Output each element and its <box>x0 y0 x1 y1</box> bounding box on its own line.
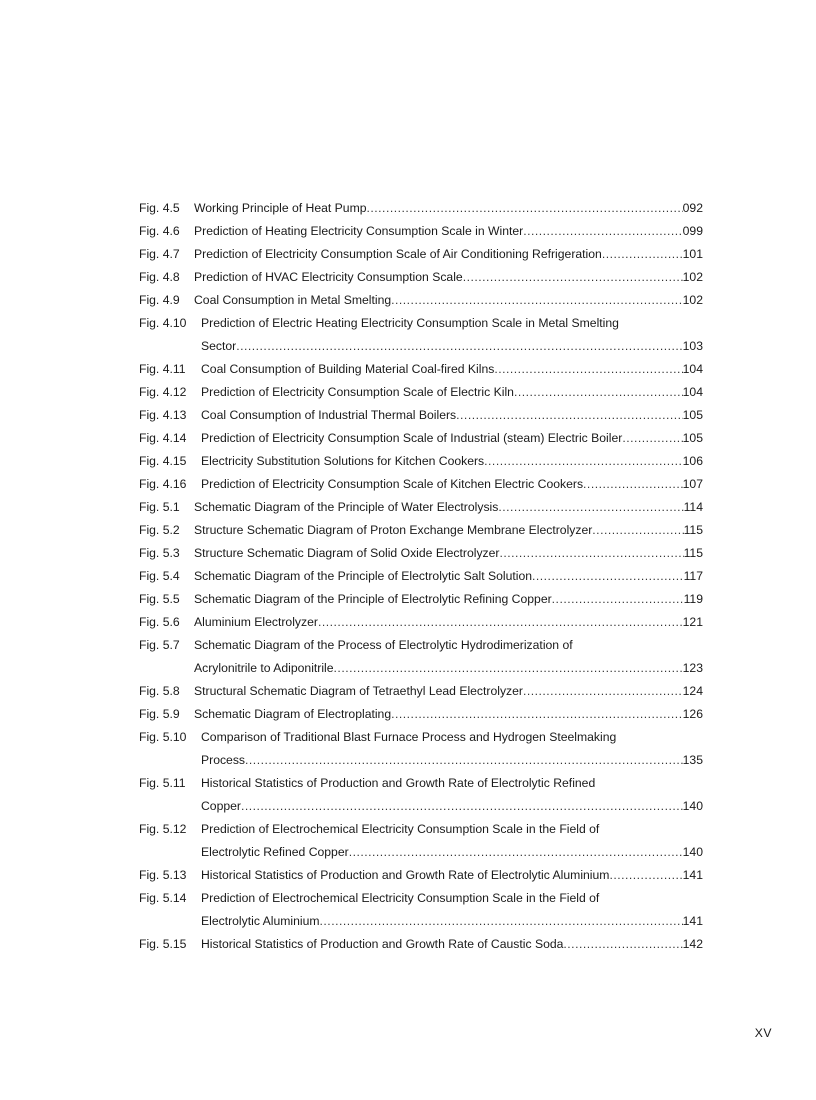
figure-number: Fig. 5.11 <box>139 776 186 790</box>
figure-number: Fig. 5.14 <box>139 891 187 905</box>
figure-title: Schematic Diagram of Electroplating <box>194 707 392 721</box>
dot-leader <box>498 496 683 519</box>
toc-entry[interactable] <box>139 358 703 381</box>
figure-number: Fig. 5.6 <box>139 615 180 629</box>
toc-line <box>139 588 703 611</box>
toc-entry[interactable] <box>139 450 703 473</box>
figure-title: Acrylonitrile to Adiponitrile <box>194 661 334 675</box>
figure-number: Fig. 4.10 <box>139 316 187 330</box>
figure-title: Coal Consumption in Metal Smelting <box>194 293 392 307</box>
toc-line <box>139 933 703 956</box>
toc-line <box>139 611 703 634</box>
toc-line <box>139 220 703 243</box>
dot-leader <box>514 381 683 404</box>
page-ref: 105 <box>682 408 703 422</box>
figure-number: Fig. 5.9 <box>139 707 180 721</box>
figure-title: Prediction of Electricity Consumption Scale of Industrial (steam) Electric Boiler <box>201 431 623 445</box>
toc-line <box>139 749 703 772</box>
page-ref: 103 <box>682 339 703 353</box>
toc-entry[interactable] <box>139 542 703 565</box>
dot-leader <box>484 450 683 473</box>
toc-line <box>139 703 703 726</box>
figure-number: Fig. 4.9 <box>139 293 180 307</box>
toc-line <box>139 864 703 887</box>
figure-number: Fig. 4.12 <box>139 385 187 399</box>
toc-entry[interactable] <box>139 427 703 450</box>
page-ref: 121 <box>682 615 703 629</box>
page-ref: 135 <box>682 753 703 767</box>
page-ref: 106 <box>682 454 703 468</box>
page-ref: 141 <box>682 868 703 882</box>
figure-title: Structure Schematic Diagram of Solid Oxide Electrolyzer <box>194 546 500 560</box>
list-of-figures <box>139 197 703 956</box>
figure-number: Fig. 4.11 <box>139 362 186 376</box>
toc-entry[interactable] <box>139 703 703 726</box>
figure-number: Fig. 5.4 <box>139 569 180 583</box>
toc-entry[interactable] <box>139 243 703 266</box>
dot-leader <box>602 243 683 266</box>
dot-leader <box>552 588 684 611</box>
page-ref: 126 <box>682 707 703 721</box>
toc-line <box>139 565 703 588</box>
toc-line <box>139 197 703 220</box>
toc-line <box>139 381 703 404</box>
dot-leader <box>349 841 683 864</box>
figure-title: Electrolytic Aluminium <box>201 914 320 928</box>
page-ref: 115 <box>683 523 703 537</box>
figure-title: Historical Statistics of Production and Growth Rate of Electrolytic Refined <box>201 776 596 790</box>
toc-line <box>139 289 703 312</box>
figure-title: Historical Statistics of Production and Growth Rate of Caustic Soda <box>201 937 564 951</box>
toc-entry[interactable] <box>139 312 703 358</box>
toc-entry[interactable] <box>139 933 703 956</box>
dot-leader <box>622 427 682 450</box>
dot-leader <box>523 680 683 703</box>
figure-number: Fig. 4.8 <box>139 270 180 284</box>
dot-leader <box>499 542 683 565</box>
page-ref: 101 <box>682 247 703 261</box>
figure-title: Process <box>201 753 246 767</box>
figure-title: Coal Consumption of Industrial Thermal Boilers <box>201 408 457 422</box>
figure-number: Fig. 4.5 <box>139 201 180 215</box>
toc-entry[interactable] <box>139 588 703 611</box>
toc-line <box>139 841 703 864</box>
dot-leader <box>494 358 682 381</box>
figure-number: Fig. 5.2 <box>139 523 180 537</box>
page-ref: 104 <box>682 362 703 376</box>
figure-number: Fig. 4.13 <box>139 408 187 422</box>
figure-number: Fig. 5.5 <box>139 592 180 606</box>
figure-title: Electricity Substitution Solutions for Kitchen Cookers <box>201 454 485 468</box>
dot-leader <box>367 197 683 220</box>
figure-title: Prediction of Electric Heating Electricity Consumption Scale in Metal Smelting <box>201 316 619 330</box>
toc-line <box>139 473 703 496</box>
page-ref: 115 <box>683 546 703 560</box>
toc-line <box>139 795 703 818</box>
toc-line <box>139 450 703 473</box>
figure-number: Fig. 4.15 <box>139 454 187 468</box>
dot-leader <box>456 404 683 427</box>
figure-number: Fig. 4.16 <box>139 477 187 491</box>
figure-number: Fig. 5.10 <box>139 730 187 744</box>
figure-title: Sector <box>201 339 237 353</box>
toc-line <box>139 358 703 381</box>
dot-leader <box>563 933 682 956</box>
figure-title: Aluminium Electrolyzer <box>194 615 318 629</box>
figure-title: Electrolytic Refined Copper <box>201 845 349 859</box>
toc-line <box>139 726 703 749</box>
toc-entry[interactable] <box>139 197 703 220</box>
page-ref: 099 <box>682 224 703 238</box>
toc-line <box>139 657 703 680</box>
toc-line <box>139 818 703 841</box>
toc-entry[interactable] <box>139 726 703 772</box>
page-number: XV <box>754 1026 772 1040</box>
toc-entry[interactable] <box>139 519 703 542</box>
toc-line <box>139 680 703 703</box>
toc-line <box>139 910 703 933</box>
figure-title: Copper <box>201 799 241 813</box>
toc-entry[interactable] <box>139 473 703 496</box>
figure-title: Prediction of Electricity Consumption Scale of Air Conditioning Refrigeration <box>194 247 602 261</box>
page-ref: 117 <box>683 569 703 583</box>
figure-title: Schematic Diagram of the Principle of Electrolytic Salt Solution <box>194 569 533 583</box>
dot-leader <box>391 703 683 726</box>
page-ref: 102 <box>682 270 703 284</box>
dot-leader <box>241 795 683 818</box>
toc-entry[interactable] <box>139 611 703 634</box>
figure-title: Working Principle of Heat Pump <box>194 201 367 215</box>
figure-number: Fig. 5.13 <box>139 868 187 882</box>
figure-number: Fig. 5.3 <box>139 546 180 560</box>
toc-entry[interactable] <box>139 634 703 680</box>
figure-title: Prediction of Electricity Consumption Scale of Kitchen Electric Cookers <box>201 477 584 491</box>
toc-line <box>139 243 703 266</box>
dot-leader <box>391 289 683 312</box>
toc-entry[interactable] <box>139 220 703 243</box>
figure-number: Fig. 5.12 <box>139 822 187 836</box>
dot-leader <box>609 864 682 887</box>
toc-entry[interactable] <box>139 887 703 933</box>
toc-entry[interactable] <box>139 496 703 519</box>
figure-number: Fig. 4.7 <box>139 247 180 261</box>
toc-line <box>139 496 703 519</box>
figure-title: Comparison of Traditional Blast Furnace Process and Hydrogen Steelmaking <box>201 730 617 744</box>
dot-leader <box>463 266 683 289</box>
figure-title: Schematic Diagram of the Process of Electrolytic Hydrodimerization of <box>194 638 573 652</box>
figure-title: Prediction of Electrochemical Electricity Consumption Scale in the Field of <box>201 891 600 905</box>
page-ref: 105 <box>682 431 703 445</box>
toc-line <box>139 887 703 910</box>
dot-leader <box>583 473 683 496</box>
figure-number: Fig. 5.1 <box>139 500 180 514</box>
dot-leader <box>334 657 683 680</box>
toc-line <box>139 772 703 795</box>
toc-line <box>139 404 703 427</box>
toc-line <box>139 266 703 289</box>
dot-leader <box>318 611 683 634</box>
figure-number: Fig. 5.7 <box>139 638 180 652</box>
page-ref: 102 <box>682 293 703 307</box>
page-ref: 141 <box>682 914 703 928</box>
toc-entry[interactable] <box>139 381 703 404</box>
figure-title: Schematic Diagram of the Principle of Water Electrolysis <box>194 500 499 514</box>
figure-title: Prediction of HVAC Electricity Consumption Scale <box>194 270 463 284</box>
figure-title: Coal Consumption of Building Material Coal-fired Kilns <box>201 362 495 376</box>
figure-title: Prediction of Electrochemical Electricity Consumption Scale in the Field of <box>201 822 600 836</box>
dot-leader <box>523 220 682 243</box>
toc-entry[interactable] <box>139 772 703 818</box>
figure-number: Fig. 5.8 <box>139 684 180 698</box>
figure-title: Prediction of Heating Electricity Consumption Scale in Winter <box>194 224 524 238</box>
figure-title: Schematic Diagram of the Principle of Electrolytic Refining Copper <box>194 592 552 606</box>
page-ref: 124 <box>682 684 703 698</box>
toc-entry[interactable] <box>139 565 703 588</box>
toc-entry[interactable] <box>139 289 703 312</box>
dot-leader <box>245 749 683 772</box>
figure-number: Fig. 5.15 <box>139 937 187 951</box>
toc-entry[interactable] <box>139 404 703 427</box>
page-ref: 107 <box>682 477 703 491</box>
dot-leader <box>532 565 684 588</box>
figure-title: Historical Statistics of Production and Growth Rate of Electrolytic Aluminium <box>201 868 610 882</box>
figure-number: Fig. 4.6 <box>139 224 180 238</box>
toc-line <box>139 519 703 542</box>
toc-entry[interactable] <box>139 266 703 289</box>
page-ref: 123 <box>682 661 703 675</box>
figure-title: Structural Schematic Diagram of Tetraethyl Lead Electrolyzer <box>194 684 523 698</box>
page-ref: 119 <box>683 592 703 606</box>
toc-line <box>139 335 703 358</box>
toc-entry[interactable] <box>139 864 703 887</box>
page-ref: 104 <box>682 385 703 399</box>
toc-line <box>139 542 703 565</box>
page-ref: 114 <box>683 500 703 514</box>
page-ref: 140 <box>682 845 703 859</box>
figure-number: Fig. 4.14 <box>139 431 187 445</box>
figure-title: Structure Schematic Diagram of Proton Exchange Membrane Electrolyzer <box>194 523 593 537</box>
toc-line <box>139 312 703 335</box>
figure-title: Prediction of Electricity Consumption Scale of Electric Kiln <box>201 385 514 399</box>
toc-line <box>139 427 703 450</box>
dot-leader <box>592 519 683 542</box>
page-ref: 142 <box>682 937 703 951</box>
dot-leader <box>236 335 682 358</box>
page-ref: 092 <box>682 201 703 215</box>
dot-leader <box>320 910 683 933</box>
toc-line <box>139 634 703 657</box>
page-ref: 140 <box>682 799 703 813</box>
toc-entry[interactable] <box>139 818 703 864</box>
toc-entry[interactable] <box>139 680 703 703</box>
